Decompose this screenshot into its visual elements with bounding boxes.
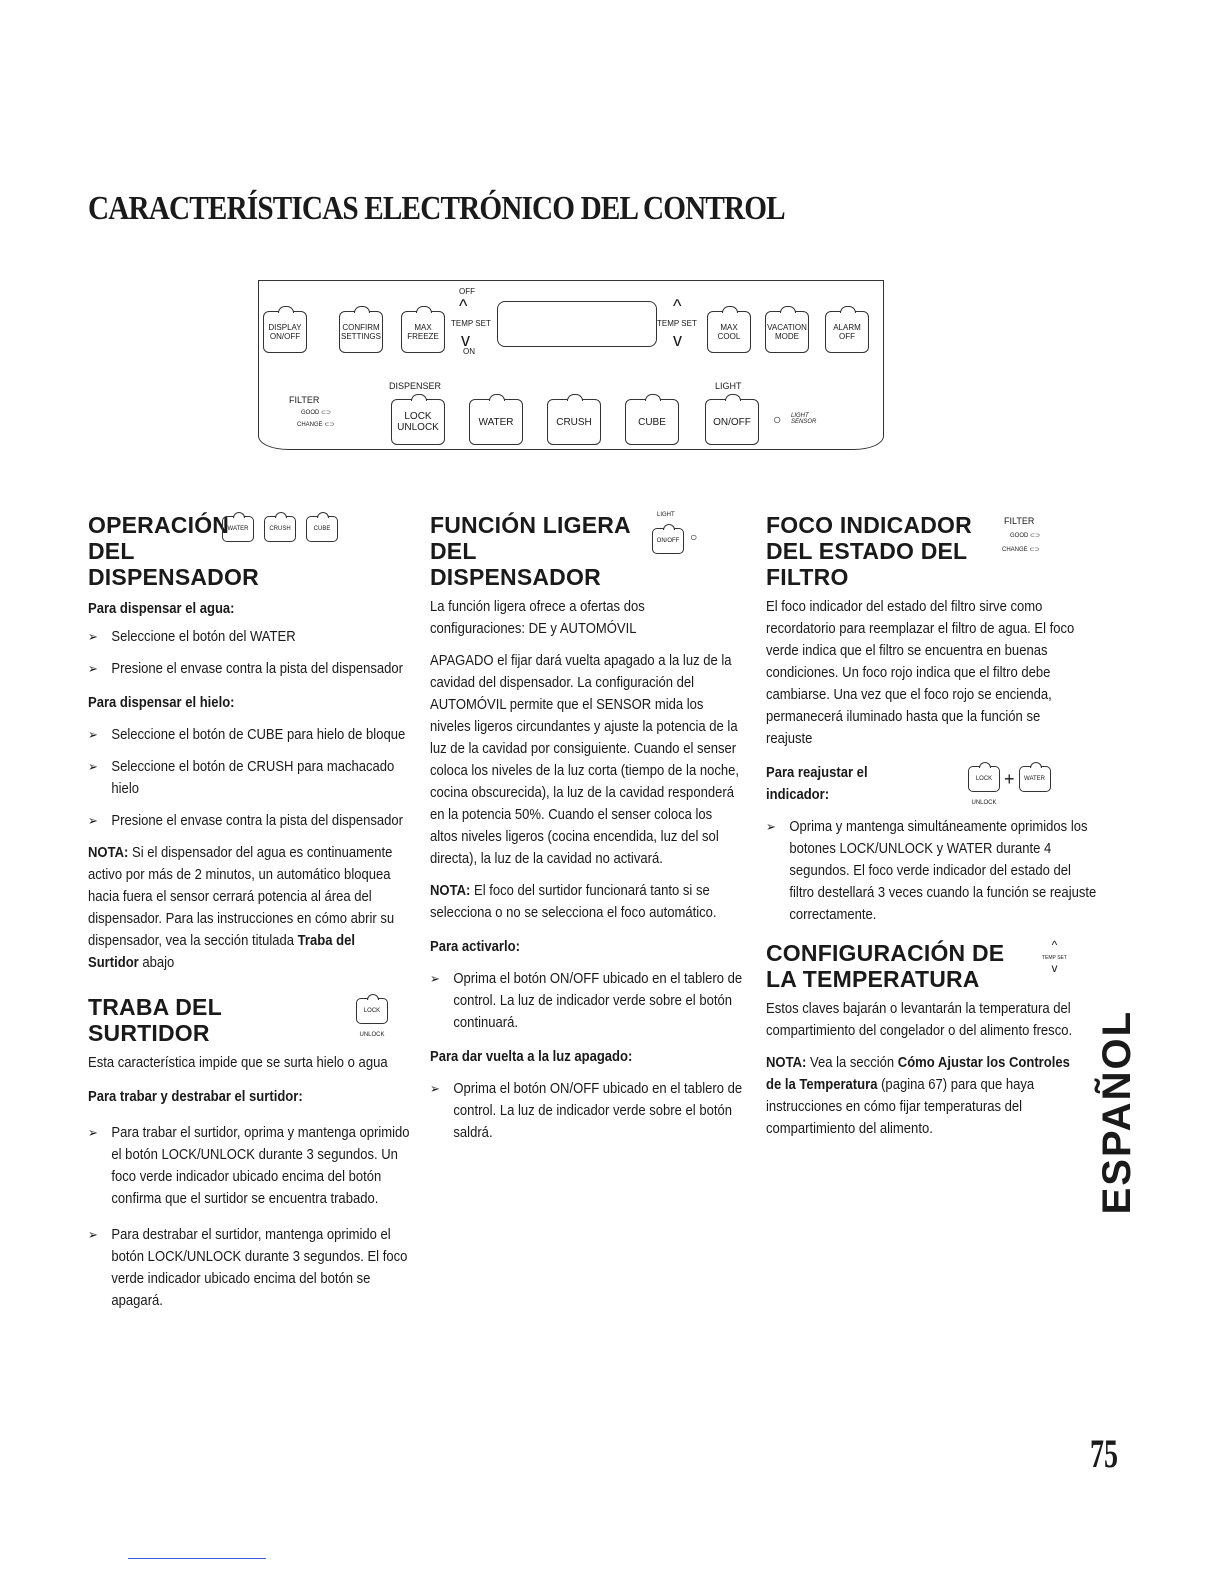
light-on-off-button-icon: ON/OFF [652,528,684,554]
list-item: ➢ Presione el envase contra la pista del dispensador [88,810,421,832]
list-item: ➢ Oprima y mantenga simultáneamente oprimidos los botones LOCK/UNLOCK y WATER durante 4 segundos. El foco verde indicador del estado del filtro destellará 3 veces cuando la función se reajuste correctamente. [766,816,1099,926]
light-sensor-label: LIGHT SENSOR [791,413,817,425]
water-button-icon: WATER [1019,766,1051,792]
section-heading-dispenser-operation: OPERACIÓN DEL DISPENSADOR [88,512,259,590]
footer-divider [128,1558,266,1559]
down-arrow-icon: v [461,330,470,350]
subheading-lock: Para trabar y destrabar el surtidor: [88,1089,303,1105]
reset-icons [968,766,1051,806]
light-sensor-icon: ○ [773,411,782,427]
up-arrow-icon: ^ [459,296,468,316]
subheading-reset: Para reajustar el indicador: [766,765,868,803]
paragraph: El foco indicador del estado del filtro sirve como recordatorio para reemplazar el filtro de agua. El foco verde indica que el filtro se encuentra en buenas condiciones. Un foco rojo indica que el filtro debe cambiarse. Una vez que el foco rojo se encienda, permanecerá iluminado hasta que la función se reajuste [766,599,1075,747]
column-filter-indicator [766,512,1097,1140]
water-button: WATER [469,399,523,445]
paragraph: Estos claves bajarán o levantarán la temperatura del compartimiento del congelador o del alimento fresco. [766,1001,1073,1039]
display-on-off-button: DISPLAY ON/OFF [263,311,307,353]
temp-set-label-right: TEMP SET [657,319,697,328]
list-item: ➢ Presione el envase contra la pista del dispensador [88,658,421,680]
light-on-off-button: ON/OFF [705,399,759,445]
note-paragraph: NOTA: Si el dispensador del agua es continuamente activo por más de 2 minutos, un automático bloquea hacia fuera el sensor cerrará potencia al área del dispensador. Para las instrucciones en cómo abrir su dispensador, vea la sección titulada Traba del Surtidor abajo [88,845,395,971]
cube-button-icon: CUBE [306,516,338,542]
crush-button-icon: CRUSH [264,516,296,542]
paragraph: Esta característica impide que se surta hielo o agua [88,1055,388,1071]
list-item: ➢ Seleccione el botón de CRUSH para machacado hielo [88,756,421,800]
down-arrow-icon: v [673,330,682,350]
light-label: LIGHT [657,512,675,518]
filter-change-label: CHANGE ⊂⊃ [1002,547,1040,553]
list-item: ➢ Seleccione el botón de CUBE para hielo de bloque [88,724,421,746]
column-light-function [430,512,743,1144]
note-paragraph: NOTA: El foco del surtidor funcionará tanto si se selecciona o no se selecciona el foco automático. [430,883,717,921]
subheading-water: Para dispensar el agua: [88,601,235,617]
column-dispenser-operation [88,512,410,1312]
light-sensor-icon: ○ [690,530,698,544]
filter-label: FILTER [1004,516,1035,526]
list-item: ➢ Para destrabar el surtidor, mantenga oprimido el botón LOCK/UNLOCK durante 3 segundos. El foco verde indicador ubicado encima del botón se apagará. [88,1224,421,1312]
paragraph: APAGADO el fijar dará vuelta apagado a la luz de la cavidad del dispensador. La configuración del AUTOMÓVIL permite que el SENSOR mida los niveles ligeros circundantes y ajuste la potencia de la luz de la cavidad por consiguiente. Cuando el senser coloca los niveles de la luz corta (tiempo de la noche, cocina obscurecida), la luz de la cavidad responderá en la potencia 50%. Cuando el senser coloca los altos niveles ligeros (cocina encendida, luz del sol directa), la luz de la cavidad no activará. [430,653,740,867]
plus-icon: + [1004,768,1015,789]
alarm-off-button: ALARM OFF [825,311,869,353]
up-arrow-icon: ^ [673,296,682,316]
note-paragraph: NOTA: Vea la sección Cómo Ajustar los Controles de la Temperatura (pagina 67) para que haya instrucciones en cómo fijar temperaturas del compartimiento del alimento. [766,1055,1070,1137]
temperature-display [497,301,657,347]
section-heading-temperature: CONFIGURACIÓN DE LA TEMPERATURA [766,940,1005,992]
page-title: CARACTERÍSTICAS ELECTRÓNICO DEL CONTROL [88,190,785,227]
list-item: ➢ Oprima el botón ON/OFF ubicado en el tablero de control. La luz de indicador verde sobre el botón continuará. [430,968,763,1034]
filter-good-label: GOOD ⊂⊃ [301,410,332,416]
max-cool-button: MAX COOL [707,311,751,353]
light-label: LIGHT [715,381,742,391]
off-label: OFF [459,287,475,296]
filter-label: FILTER [289,395,320,405]
lock-unlock-button-icon: LOCK UNLOCK [356,998,388,1024]
control-panel-diagram [258,280,884,450]
subheading-ice: Para dispensar el hielo: [88,695,235,711]
confirm-settings-button: CONFIRM SETTINGS [339,311,383,353]
cube-button: CUBE [625,399,679,445]
page-number: 75 [1090,1431,1118,1476]
section-heading-filter-indicator: FOCO INDICADOR DEL ESTADO DEL FILTRO [766,512,972,590]
paragraph: La función ligera ofrece a ofertas dos configuraciones: DE y AUTOMÓVIL [430,599,645,637]
dispenser-label: DISPENSER [389,381,442,391]
max-freeze-button: MAX FREEZE [401,311,445,353]
temp-set-icon: ^ TEMP SET v [1042,938,1067,975]
list-item: ➢ Oprima el botón ON/OFF ubicado en el tablero de control. La luz de indicador verde sobre el botón saldrá. [430,1078,763,1144]
dispenser-icons [222,516,338,542]
lock-unlock-button-icon: LOCK UNLOCK [968,766,1000,792]
on-label: ON [463,347,475,356]
list-item: ➢ Para trabar el surtidor, oprima y mantenga oprimido el botón LOCK/UNLOCK durante 3 segundos. Un foco verde indicador ubicado encima del botón confirma que el surtidor se encuentra trabado. [88,1122,421,1210]
water-button-icon: WATER [222,516,254,542]
lock-unlock-button: LOCK UNLOCK [391,399,445,445]
side-tab-language: ESPAÑOL [1095,1010,1139,1215]
vacation-mode-button: VACATION MODE [765,311,809,353]
subheading-activate: Para activarlo: [430,939,520,955]
filter-good-label: GOOD ⊂⊃ [1010,533,1041,539]
section-heading-dispenser-lock: TRABA DEL SURTIDOR [88,994,222,1046]
list-item: ➢ Seleccione el botón del WATER [88,626,421,648]
crush-button: CRUSH [547,399,601,445]
filter-change-label: CHANGE ⊂⊃ [297,422,335,428]
section-heading-light-function: FUNCIÓN LIGERA DEL DISPENSADOR [430,512,630,590]
temp-set-label-left: TEMP SET [451,319,491,328]
subheading-turn-off: Para dar vuelta a la luz apagado: [430,1049,633,1065]
